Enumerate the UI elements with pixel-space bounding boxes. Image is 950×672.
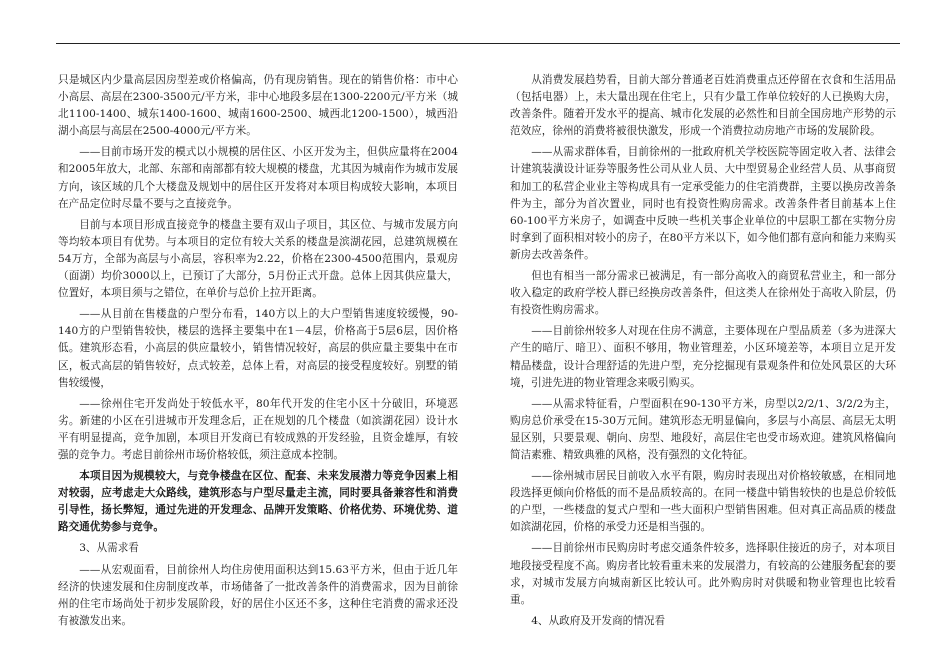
paragraph: 但也有相当一部分需求已被满足，有一部分高收入的商贸私营业主，和一部分收入稳定的政府学校人群已经换房改善条件，但这类人在徐州处于高收入阶层，仍有投资性购房需求。 [510,270,896,317]
paragraph: ——从宏观面看，目前徐州人均住房使用面积达到15.63平方米，但由于近几年经济的快速发展和住房制度改革，市场储备了一批改善条件的消费需求，因为目前徐州的住宅市场尚处于初步发展阶段，好的居住小区还不多，这种住宅消费的需求还没有被激发出来。 [58,563,458,627]
emphasized-paragraph: 本项目因为规模较大，与竞争楼盘在区位、配套、未来发展潜力等竞争因素上相对较弱，应考虑走大众路线，建筑形态与户型尽量走主流，同时要具备兼容性和消费引导性，扬长弊短，通过先进的开发理念、品牌开发策略、价格优势、环境优势、道路交通优势参与竞争。 [58,470,458,534]
paragraph: ——从需求特征看，户型面积在90-130平方米，房型以2/2/1、3/2/2为主，购房总价承受在15-30万元间。建筑形态无明显偏向，多层与小高层、高层无太明显区别，只要景观、朝向、房型、地段好，高层住宅也受市场欢迎。建筑风格偏向简洁素雅、精致典雅的风格，没有强烈的文化特征。 [510,397,896,461]
section-heading: 3、从需求看 [79,542,139,555]
paragraph: 只是城区内少量高层因房型差或价格偏高，仍有现房销售。现在的销售价格：市中心小高层、高层在2300-3500元/平方米，非中心地段多层在1300-2200元/平方米（城北1100-1400、城东1400-1600、城南1600-2500、城西北1200-1500），城西沿湖小高层与高层在2500-4000元/平方米。 [58,74,458,138]
section-heading: 4、从政府及开发商的情况看 [531,614,666,627]
header-rule [56,43,900,44]
paragraph: ——目前徐州市民购房时考虑交通条件较多，选择职住接近的房子，对本项目地段接受程度不高。购房者比较看重未来的发展潜力，有较高的公建服务配套的要求，对城市发展方向城南新区比较认可。此外购房时对供暖和物业管理也比较看重。 [510,542,896,606]
paragraph: 目前与本项目形成直接竞争的楼盘主要有双山子项目，其区位、与城市发展方向等均较本项目有优势。与本项目的定位有较大关系的楼盘是滨湖花园，总建筑规模在54万方，全部为高层与小高层，容积率为2.22，价格在2300-4500范围内，景观房（面湖）均价3000以上，已预订了大部分，5月份正式开盘。总体上因其供应量大，位置好，本项目须与之错位，在单价与总价上拉开距离。 [58,218,458,300]
paragraph: ——目前市场开发的模式以小规模的居住区、小区开发为主，但供应量将在2004和2005年放大，北部、东部和南部都有较大规模的楼盘，尤其因为城南作为城市发展方向，该区域的几个大楼盘及规划中的居住区开发将对本项目构成较大影响，本项目在产品定位时尽量不要与之直接竞争。 [58,146,458,210]
paragraph: ——徐州城市居民目前收入水平有限，购房时表现出对价格较敏感，在相同地段选择更倾向价格低的而不是品质较高的。在同一楼盘中销售较快的也是总价较低的户型，一些楼盘的复式户型和一些大面积户型销售困难。但对真正高品质的楼盘如滨湖花园，价格的承受力还是相当强的。 [510,470,896,534]
paragraph: 从消费发展趋势看，目前大部分普通老百姓消费重点还停留在衣食和生活用品（包括电器）上，未大量出现在住宅上，只有少量工作单位较好的人已换购大房，改善条件。随着开发水平的提高、城市化发展的必然性和目前全国房地产形势的示范效应，徐州的消费将被很快激发，形成一个消费拉动房地产市场的发展阶段。 [510,74,896,138]
paragraph: ——目前徐州较多人对现在住房不满意，主要体现在户型品质差（多为进深大产生的暗厅、暗卫）、面积不够用，物业管理差，小区环境差等，本项目立足开发精品楼盘，设计合理舒适的先进户型，充分挖掘现有景观条件和位处风景区的大环境，引进先进的物业管理念来吸引购买。 [510,325,896,389]
left-column [58,72,458,634]
right-column [510,72,896,634]
paragraph: ——从需求群体看，目前徐州的一批政府机关学校医院等固定收入者、法律会计建筑装潢设计证券等服务性公司从业人员、大中型贸易企业经营人员、从事商贸和加工的私营企业业主等构成具有一定承受能力的住宅消费群，主要以换房改善条件为主，部分为首次置业，同时也有投资性购房需求。改善条件者目前基本上住60-100平方米房子，如调查中反映一些机关事企业单位的中层职工都在实物分房时拿到了面积相对较小的房子，在80平方米以下，如今他们都有意向和能力来购买新房去改善条件。 [510,146,896,261]
paragraph: ——从目前在售楼盘的户型分布看，140方以上的大户型销售速度较缓慢，90-140方的户型销售较快，楼层的选择主要集中在1－4层，价格高于5层6层，因价格低。建筑形态看，小高层的供应量较小，销售情况较好，高层的供应量主要集中在市区，板式高层的销售较好，点式较差，总体上看，对高层的接受程度较好。别墅的销售较缓慢， [58,308,458,389]
paragraph: ——徐州住宅开发尚处于较低水平，80年代开发的住宅小区十分破旧，环境恶劣。新建的小区在引进城市开发理念后，正在规划的几个楼盘（如滨湖花园）设计水平有明显提高，竞争加剧，本项目开发商已有较成熟的开发经验，且资金雄厚，有较强的竞争力。考虑目前徐州市场价格较低，须注意成本控制。 [58,397,458,461]
